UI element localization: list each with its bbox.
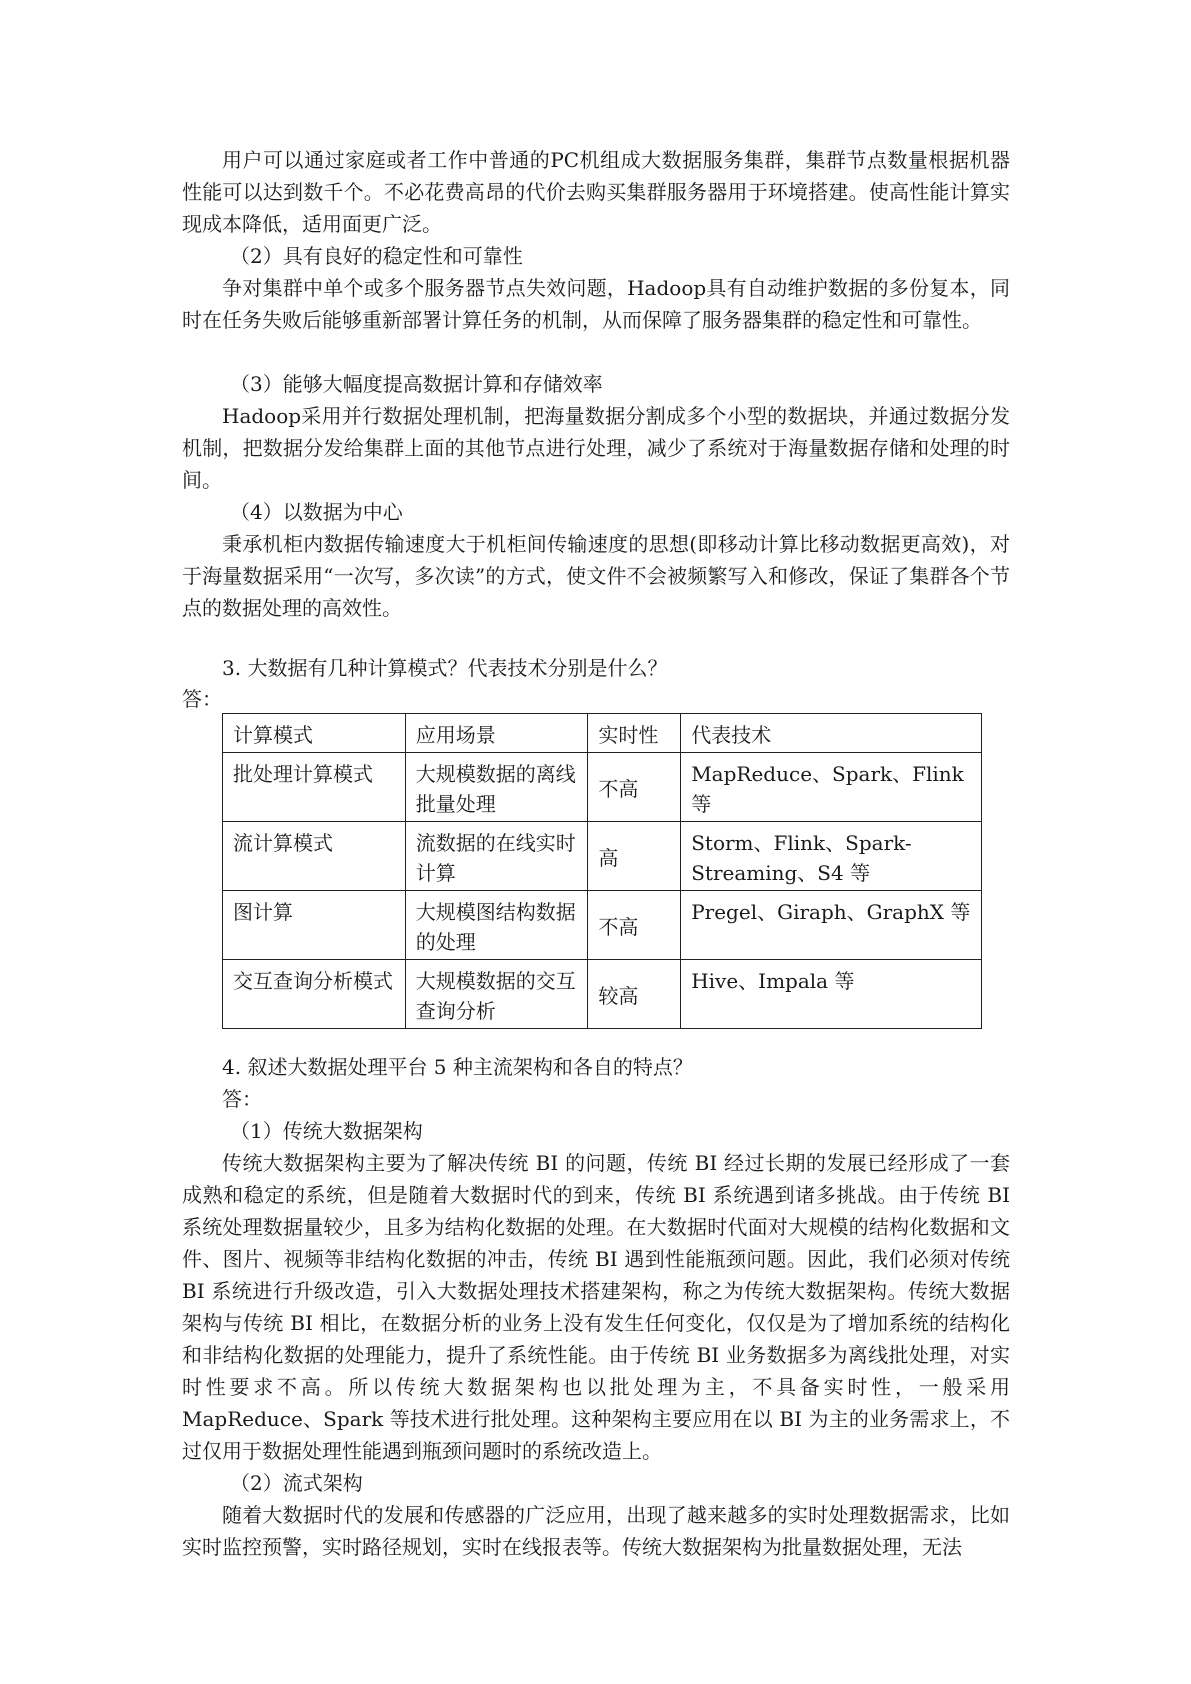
table-row	[223, 753, 982, 822]
table-cell: 高	[588, 822, 681, 891]
paragraph-data-centric: 秉承机柜内数据传输速度大于机柜间传输速度的思想(即移动计算比移动数据更高效)，对于海量数据采用“一次写，多次读”的方式，使文件不会被频繁写入和修改，保证了集群各个节点的数据处理的高效性。	[182, 532, 1010, 620]
table-cell: Pregel、Giraph、GraphX 等	[681, 891, 982, 960]
answer-label-3: 答：	[182, 687, 222, 711]
paragraph-streaming-architecture: 随着大数据时代的发展和传感器的广泛应用，出现了越来越多的实时处理数据需求，比如实时监控预警，实时路径规划，实时在线报表等。传统大数据架构为批量数据处理，无法	[182, 1503, 1010, 1559]
table-cell: 较高	[588, 960, 681, 1029]
table-header-cell: 代表技术	[681, 714, 982, 753]
heading-data-centric: （4）以数据为中心	[230, 500, 403, 524]
heading-stability: （2）具有良好的稳定性和可靠性	[230, 244, 523, 268]
table-row	[223, 822, 982, 891]
table-cell: 大规模图结构数据的处理	[405, 891, 588, 960]
table-row	[223, 960, 982, 1029]
paragraph-efficiency: Hadoop采用并行数据处理机制，把海量数据分割成多个小型的数据块，并通过数据分发机制，把数据分发给集群上面的其他节点进行处理，减少了系统对于海量数据存储和处理的时间。	[182, 404, 1010, 492]
table-cell: 不高	[588, 891, 681, 960]
table-header-cell: 计算模式	[223, 714, 406, 753]
paragraph-pc-cluster: 用户可以通过家庭或者工作中普通的PC机组成大数据服务集群，集群节点数量根据机器性能可以达到数千个。不必花费高昂的代价去购买集群服务器用于环境搭建。使高性能计算实现成本降低，适用面更广泛。	[182, 148, 1010, 236]
table-header-cell: 实时性	[588, 714, 681, 753]
computing-modes-table	[222, 713, 982, 1029]
question-3: 3. 大数据有几种计算模式？代表技术分别是什么？	[222, 656, 668, 680]
heading-efficiency: （3）能够大幅度提高数据计算和存储效率	[230, 372, 603, 396]
table-cell: 大规模数据的离线批量处理	[405, 753, 588, 822]
table-cell: 不高	[588, 753, 681, 822]
table-header-cell: 应用场景	[405, 714, 588, 753]
table-cell: Hive、Impala 等	[681, 960, 982, 1029]
heading-streaming-architecture: （2）流式架构	[230, 1471, 363, 1495]
table-cell: 交互查询分析模式	[223, 960, 406, 1029]
paragraph-stability: 争对集群中单个或多个服务器节点失效问题，Hadoop具有自动维护数据的多份复本，同时在任务失败后能够重新部署计算任务的机制，从而保障了服务器集群的稳定性和可靠性。	[182, 276, 1010, 332]
table-cell: 大规模数据的交互查询分析	[405, 960, 588, 1029]
question-4: 4. 叙述大数据处理平台 5 种主流架构和各自的特点？	[222, 1055, 693, 1079]
heading-traditional-architecture: （1）传统大数据架构	[230, 1119, 423, 1143]
answer-label-4: 答：	[222, 1087, 262, 1111]
table-cell: 流数据的在线实时计算	[405, 822, 588, 891]
table-cell: 流计算模式	[223, 822, 406, 891]
table-header-row	[223, 714, 982, 753]
table-cell: Storm、Flink、Spark-Streaming、S4 等	[681, 822, 982, 891]
table-row	[223, 891, 982, 960]
table-cell: 图计算	[223, 891, 406, 960]
paragraph-traditional-architecture: 传统大数据架构主要为了解决传统 BI 的问题，传统 BI 经过长期的发展已经形成了一套成熟和稳定的系统，但是随着大数据时代的到来，传统 BI 系统遇到诸多挑战。由于传统 BI 系统处理数据量较少，且多为结构化数据的处理。在大数据时代面对大规模的结构化数据和文件、图片、视频等非结构化数据的冲击，传统 BI 遇到性能瓶颈问题。因此，我们必须对传统 BI 系统进行升级改造，引入大数据处理技术搭建架构，称之为传统大数据架构。传统大数据架构与传统 BI 相比，在数据分析的业务上没有发生任何变化，仅仅是为了增加系统的结构化和非结构化数据的处理能力，提升了系统性能。由于传统 BI 业务数据多为离线批处理，对实时性要求不高。所以传统大数据架构也以批处理为主，不具备实时性，一般采用 MapReduce、Spark 等技术进行批处理。这种架构主要应用在以 BI 为主的业务需求上，不过仅用于数据处理性能遇到瓶颈问题时的系统改造上。	[182, 1151, 1010, 1463]
table-cell: 批处理计算模式	[223, 753, 406, 822]
table-cell: MapReduce、Spark、Flink 等	[681, 753, 982, 822]
